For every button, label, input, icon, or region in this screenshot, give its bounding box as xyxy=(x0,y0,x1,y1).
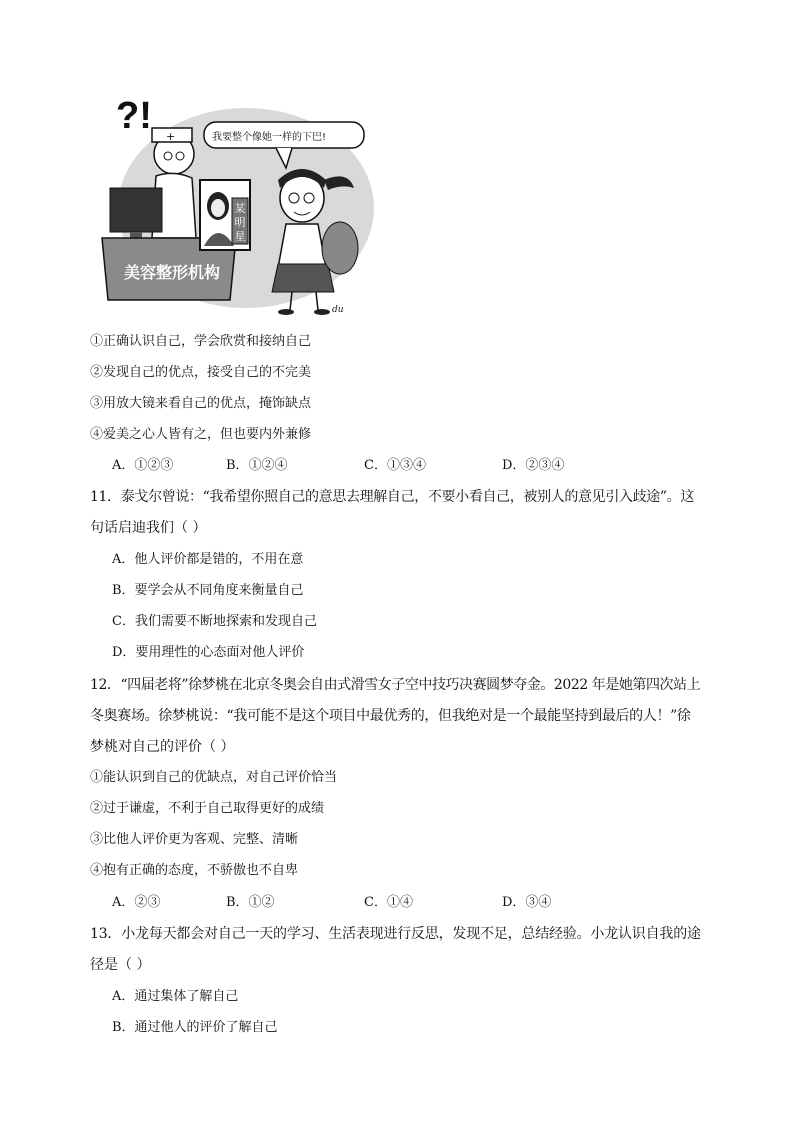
q10-statement-2: ②发现自己的优点，接受自己的不完美 xyxy=(90,365,312,380)
desk-sign: 美容整形机构 xyxy=(124,263,221,282)
girl-shirt xyxy=(278,224,326,268)
cosmetic-surgery-cartoon xyxy=(96,88,376,320)
q12-stem-line-1: 12．“四届老将”徐梦桃在北京冬奥会自由式滑雪女子空中技巧决赛圆梦夺金。2022 年是她第四次站上 xyxy=(90,677,701,693)
q12-statement-2: ②过于谦虚，不利于自己取得更好的成绩 xyxy=(90,801,325,816)
poster-label-char: 某 xyxy=(234,202,246,215)
q12-statement-1: ①能认识到自己的优缺点，对自己评价恰当 xyxy=(90,770,338,785)
q13-option-b[interactable]: B．通过他人的评价了解自己 xyxy=(112,1020,278,1035)
q11-option-b[interactable]: B．要学会从不同角度来衡量自己 xyxy=(112,583,304,598)
q12-option-d[interactable]: D．③④ xyxy=(502,895,552,910)
q12-statement-4: ④抱有正确的态度，不骄傲也不自卑 xyxy=(90,863,299,878)
q10-option-a[interactable]: A．①②③ xyxy=(112,458,174,473)
q12-option-b[interactable]: B．①② xyxy=(226,895,275,910)
poster-label-char: 星 xyxy=(234,230,246,243)
q10-statement-1: ①正确认识自己，学会欣赏和接纳自己 xyxy=(90,334,312,349)
q11-option-c[interactable]: C．我们需要不断地探索和发现自己 xyxy=(112,614,317,629)
q11-stem xyxy=(90,482,710,544)
q11-option-d[interactable]: D．要用理性的心态面对他人评价 xyxy=(112,645,305,660)
q10-option-d[interactable]: D．②③④ xyxy=(502,458,565,473)
girl-skirt xyxy=(272,264,334,292)
q12-option-a[interactable]: A．②③ xyxy=(112,895,161,910)
computer-monitor xyxy=(110,188,162,232)
svg-text:+: + xyxy=(166,130,176,143)
q11-stem-line-2: 句话启迪我们（ ） xyxy=(90,520,207,536)
poster-label xyxy=(235,201,246,243)
q12-stem xyxy=(90,670,710,763)
q11-stem-line-1: 11．泰戈尔曾说：“我希望你照自己的意思去理解自己，不要小看自己，被别人的意见引入歧途”。这 xyxy=(90,489,695,505)
q13-stem xyxy=(90,919,710,981)
q13-stem-line-1: 13．小龙每天都会对自己一天的学习、生活表现进行反思，发现不足，总结经验。小龙认识自我的途 xyxy=(90,926,701,942)
q10-statement-3: ③用放大镜来看自己的优点，掩饰缺点 xyxy=(90,396,312,411)
q10-option-c[interactable]: C．①③④ xyxy=(364,458,426,473)
q10-option-b[interactable]: B．①②④ xyxy=(226,458,288,473)
q13-stem-line-2: 径是（ ） xyxy=(90,957,151,973)
q13-option-a[interactable]: A．通过集体了解自己 xyxy=(112,989,239,1004)
poster-label-char: 明 xyxy=(234,216,246,229)
girl-backpack xyxy=(322,222,358,274)
q10-options xyxy=(0,456,794,476)
q12-stem-line-3: 梦桃对自己的评价（ ） xyxy=(90,739,235,755)
q11-option-a[interactable]: A．他人评价都是错的，不用在意 xyxy=(112,552,304,567)
question-marks: ?! xyxy=(116,95,152,137)
q12-statement-3: ③比他人评价更为客观、完整、清晰 xyxy=(90,832,299,847)
q12-stem-line-2: 冬奥赛场。徐梦桃说：“我可能不是这个项目中最优秀的，但我绝对是一个最能坚持到最后的人！”徐 xyxy=(90,708,691,724)
artist-signature: du xyxy=(332,305,344,315)
q10-statement-4: ④爱美之心人皆有之，但也要内外兼修 xyxy=(90,427,312,442)
q12-options xyxy=(0,893,794,913)
speech-bubble-text: 我要整个像她一样的下巴! xyxy=(212,132,327,143)
q12-option-c[interactable]: C．①④ xyxy=(364,895,413,910)
